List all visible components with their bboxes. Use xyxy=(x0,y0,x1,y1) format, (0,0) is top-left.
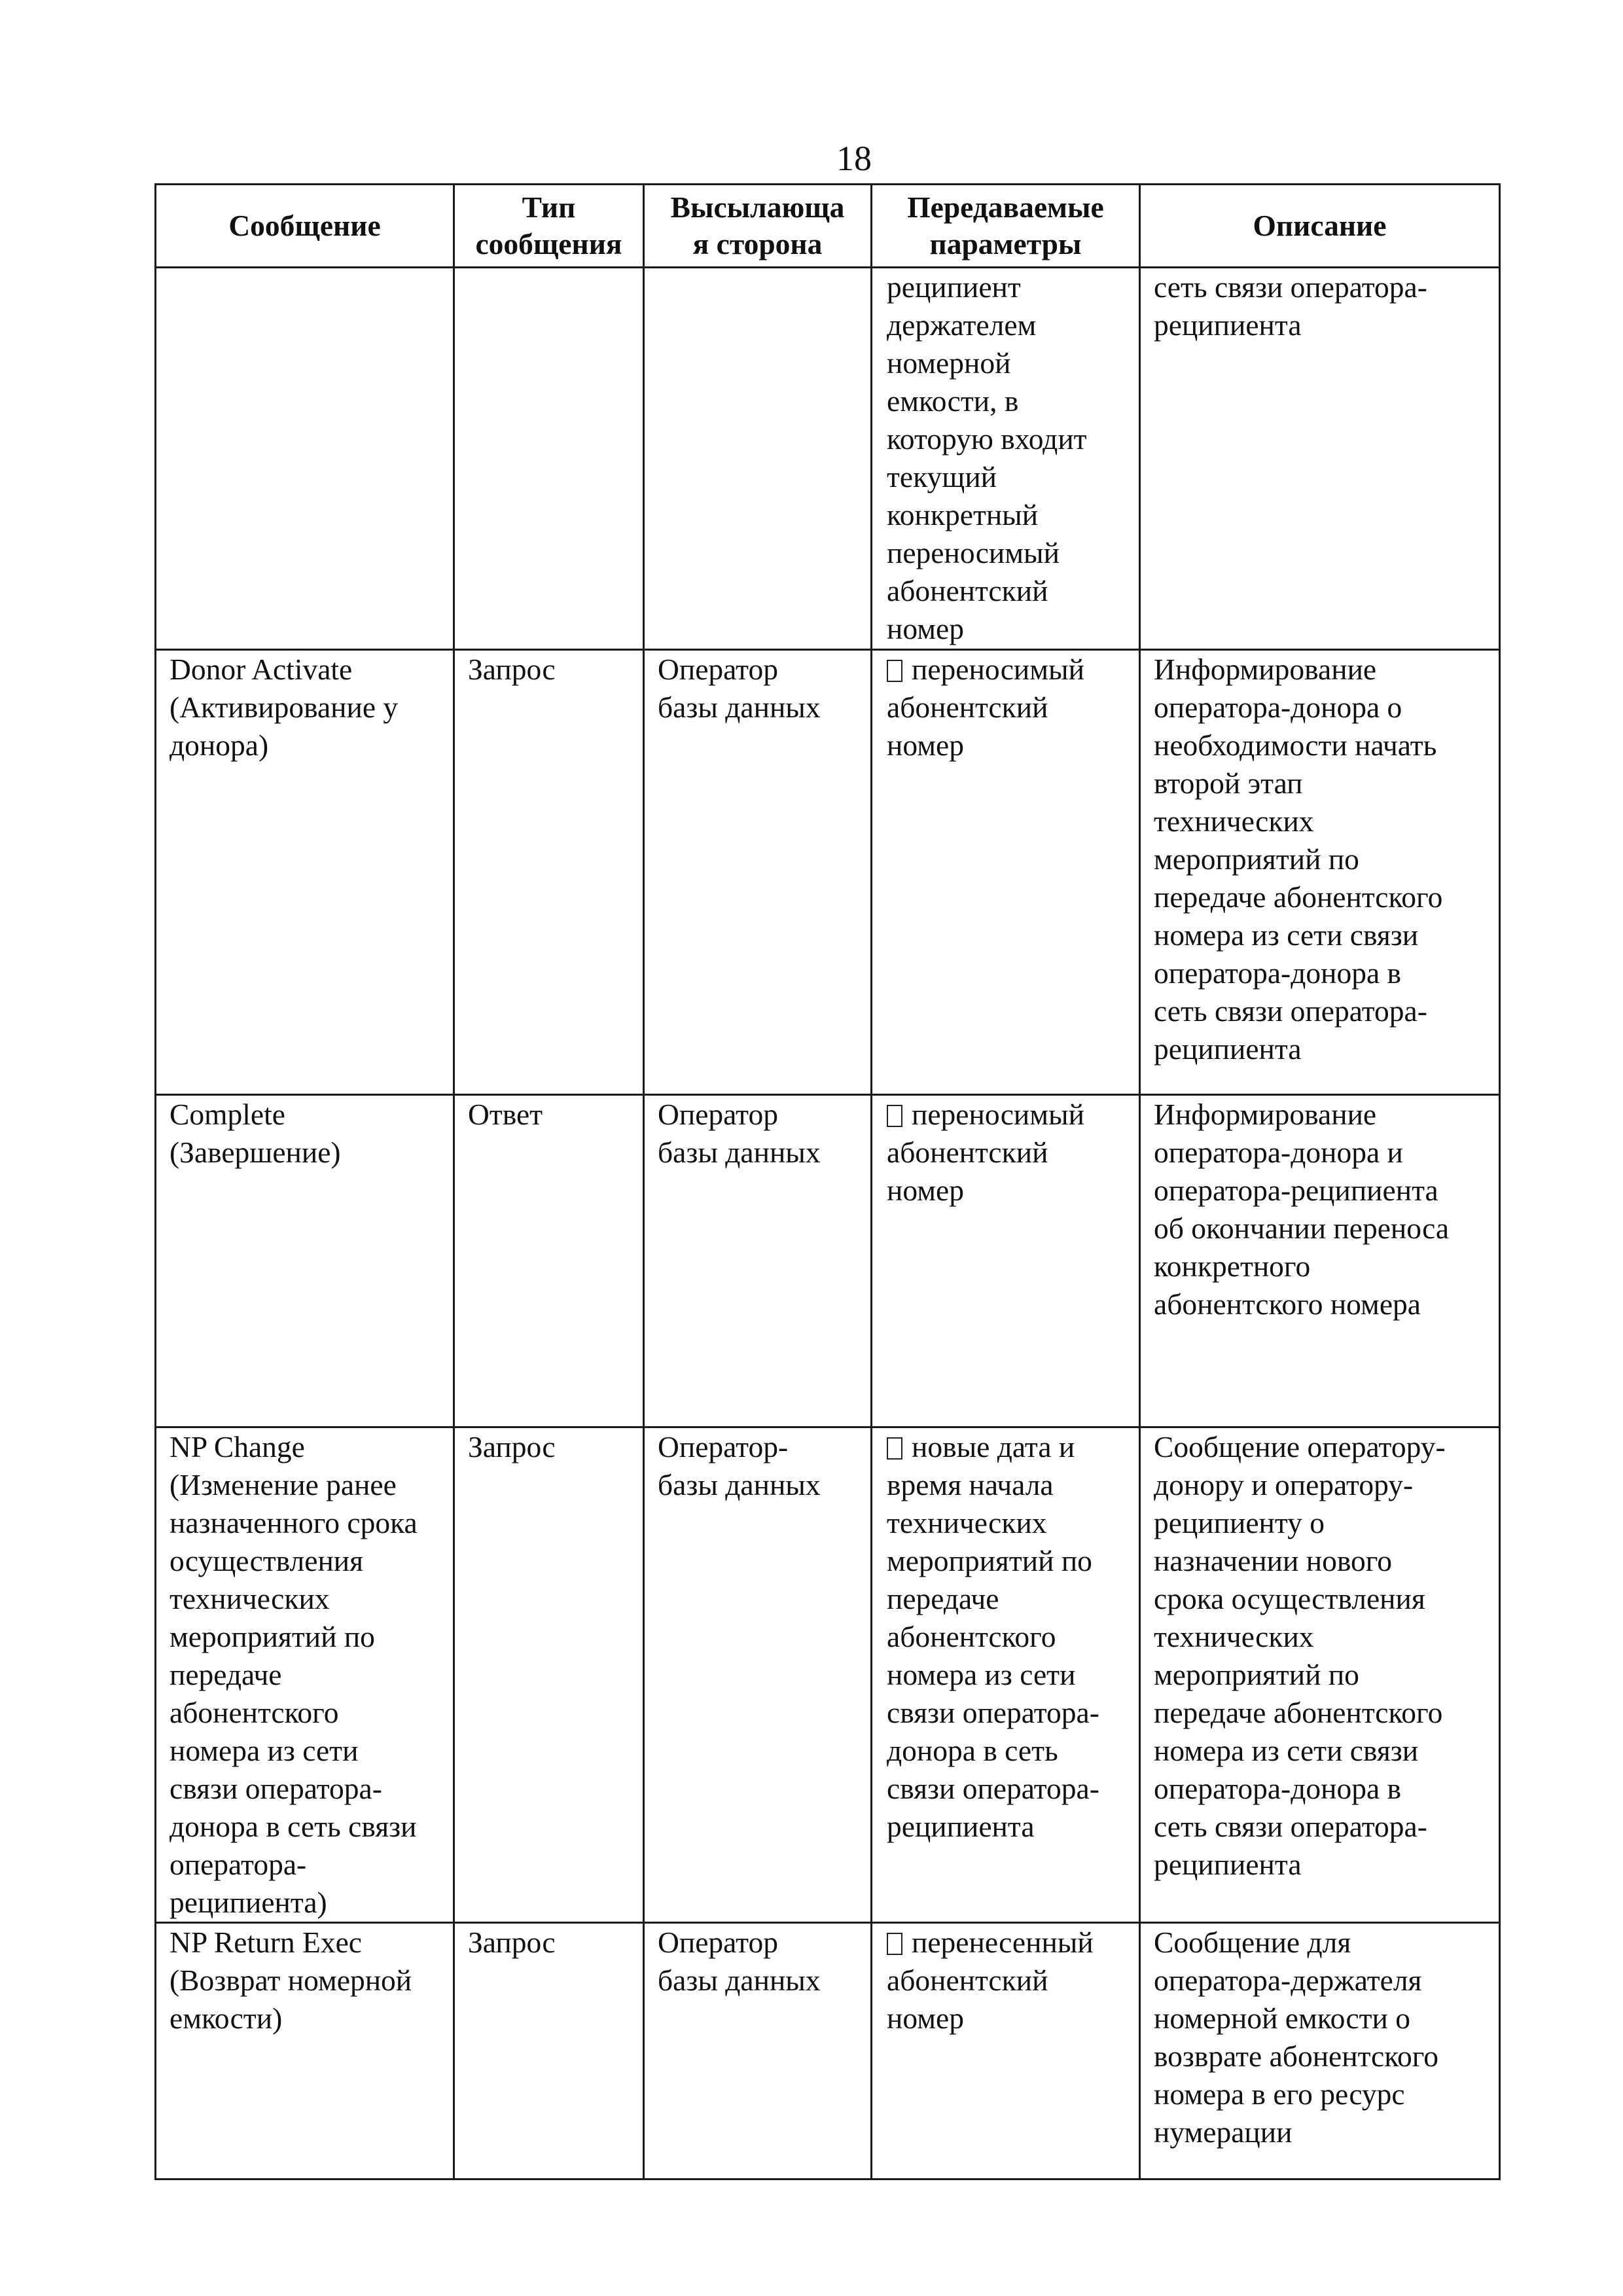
checkbox-bullet-icon xyxy=(887,1105,902,1127)
description-cell: Информирование оператора-донора о необходимости начать второй этап технических мероприятий по передаче абонентского номера из сети связи оператора-донора в сеть связи оператора- реципиента xyxy=(1140,650,1500,1095)
table-row xyxy=(156,1427,1500,1923)
message-cell: NP Return Exec (Возврат номерной емкости) xyxy=(156,1923,454,2179)
table-row xyxy=(156,1923,1500,2179)
type-cell: Запрос xyxy=(454,1427,644,1923)
checkbox-bullet-icon xyxy=(887,660,902,682)
type-cell xyxy=(454,268,644,650)
table-header-row xyxy=(156,185,1500,268)
header-sender: Высылающа я сторона xyxy=(644,185,872,268)
header-message: Сообщение xyxy=(156,185,454,268)
sender-cell xyxy=(644,268,872,650)
sender-cell: Оператор базы данных xyxy=(644,650,872,1095)
type-cell: Запрос xyxy=(454,650,644,1095)
header-parameters: Передаваемые параметры xyxy=(872,185,1140,268)
checkbox-bullet-icon xyxy=(887,1437,902,1460)
message-cell xyxy=(156,268,454,650)
params-cell: переносимый абонентский номер xyxy=(872,1095,1140,1427)
sender-cell: Оператор- базы данных xyxy=(644,1427,872,1923)
sender-cell: Оператор базы данных xyxy=(644,1923,872,2179)
message-cell: Complete (Завершение) xyxy=(156,1095,454,1427)
page-number: 18 xyxy=(836,139,872,178)
description-cell: сеть связи оператора- реципиента xyxy=(1140,268,1500,650)
header-description: Описание xyxy=(1140,185,1500,268)
type-cell: Ответ xyxy=(454,1095,644,1427)
header-message-type: Тип сообщения xyxy=(454,185,644,268)
description-cell: Сообщение для оператора-держателя номерной емкости о возврате абонентского номера в его ресурс нумерации xyxy=(1140,1923,1500,2179)
params-cell: реципиент держателем номерной емкости, в которую входит текущий конкретный переносимый абонентский номер xyxy=(872,268,1140,650)
params-cell: переносимый абонентский номер xyxy=(872,650,1140,1095)
description-cell: Сообщение оператору- донору и оператору- реципиенту о назначении нового срока осуществления технических мероприятий по передаче абонентского номера из сети связи оператора-донора в сеть связи оператора- реципиента xyxy=(1140,1427,1500,1923)
checkbox-bullet-icon xyxy=(887,1933,902,1955)
message-cell: NP Change (Изменение ранее назначенного срока осуществления технических мероприятий по передаче абонентского номера из сети связи оператора- донора в сеть связи оператора- реципиента) xyxy=(156,1427,454,1923)
type-cell: Запрос xyxy=(454,1923,644,2179)
messages-table xyxy=(154,183,1501,2180)
table-row xyxy=(156,650,1500,1095)
params-cell: новые дата и время начала технических мероприятий по передаче абонентского номера из сети связи оператора- донора в сеть связи оператора- реципиента xyxy=(872,1427,1140,1923)
table-row xyxy=(156,1095,1500,1427)
sender-cell: Оператор базы данных xyxy=(644,1095,872,1427)
description-cell: Информирование оператора-донора и оператора-реципиента об окончании переноса конкретного абонентского номера xyxy=(1140,1095,1500,1427)
message-cell: Donor Activate (Активирование у донора) xyxy=(156,650,454,1095)
table-row xyxy=(156,268,1500,650)
params-cell: перенесенный абонентский номер xyxy=(872,1923,1140,2179)
